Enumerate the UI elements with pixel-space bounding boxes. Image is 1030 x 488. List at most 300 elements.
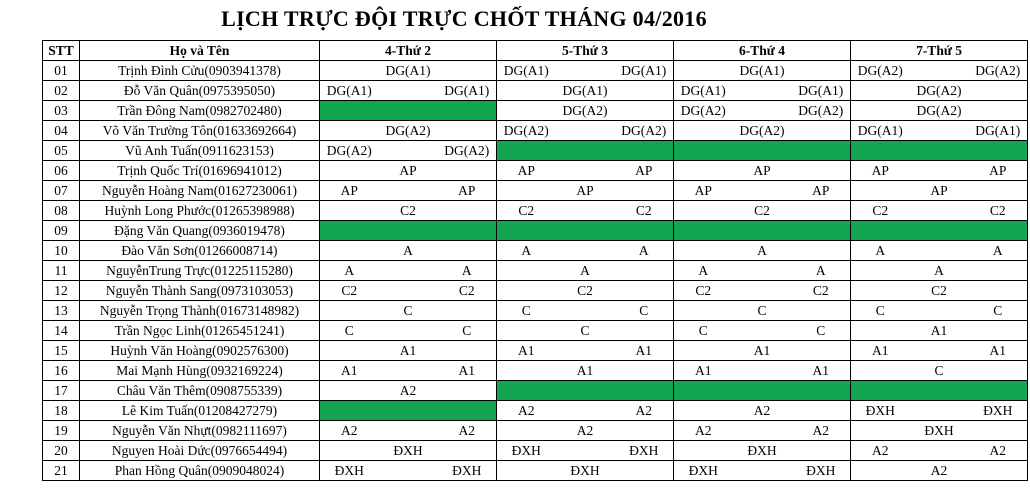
name-cell: Trịnh Quốc Trí(01696941012) — [80, 161, 320, 181]
name-cell: NguyễnTrung Trực(01225115280) — [80, 261, 320, 281]
name-cell: Trần Đông Nam(0982702480) — [80, 101, 320, 121]
shift-cell — [910, 221, 969, 241]
stt-cell: 07 — [43, 181, 80, 201]
shift-cell — [497, 81, 556, 101]
shift-cell: C — [792, 321, 851, 341]
shift-cell — [851, 321, 910, 341]
shift-cell: ĐXH — [615, 441, 674, 461]
header-name: Họ và Tên — [80, 41, 320, 61]
shift-cell — [438, 121, 497, 141]
shift-cell: DG(A1) — [615, 61, 674, 81]
shift-cell — [497, 141, 556, 161]
shift-cell: A2 — [379, 381, 438, 401]
shift-cell — [320, 61, 379, 81]
shift-cell: AP — [615, 161, 674, 181]
shift-cell — [615, 461, 674, 481]
shift-cell — [969, 101, 1028, 121]
stt-cell: 19 — [43, 421, 80, 441]
shift-cell: A1 — [379, 341, 438, 361]
shift-cell — [615, 81, 674, 101]
shift-cell: DG(A1) — [733, 61, 792, 81]
shift-cell — [969, 361, 1028, 381]
table-row — [43, 161, 1028, 181]
shift-cell: DG(A2) — [851, 61, 910, 81]
shift-cell — [910, 401, 969, 421]
shift-cell — [438, 161, 497, 181]
table-row — [43, 361, 1028, 381]
shift-cell: C — [969, 301, 1028, 321]
shift-cell: A1 — [792, 361, 851, 381]
shift-cell: A — [674, 261, 733, 281]
shift-cell — [615, 261, 674, 281]
name-cell: Võ Văn Trường Tôn(01633692664) — [80, 121, 320, 141]
shift-cell — [497, 101, 556, 121]
shift-cell: DG(A2) — [910, 101, 969, 121]
shift-cell: A — [969, 241, 1028, 261]
shift-cell: ĐXH — [497, 441, 556, 461]
table-row — [43, 221, 1028, 241]
shift-cell: DG(A1) — [851, 121, 910, 141]
shift-cell — [379, 221, 438, 241]
table-row — [43, 341, 1028, 361]
shift-cell — [851, 421, 910, 441]
shift-cell — [379, 281, 438, 301]
stt-cell: 02 — [43, 81, 80, 101]
shift-cell: AP — [497, 161, 556, 181]
shift-cell: A2 — [556, 421, 615, 441]
shift-cell — [438, 101, 497, 121]
shift-cell — [674, 161, 733, 181]
shift-cell — [556, 241, 615, 261]
shift-cell: A — [497, 241, 556, 261]
shift-cell — [851, 81, 910, 101]
name-cell: Trần Ngọc Linh(01265451241) — [80, 321, 320, 341]
shift-cell — [556, 441, 615, 461]
shift-cell — [320, 341, 379, 361]
shift-cell — [674, 61, 733, 81]
shift-cell: C2 — [438, 281, 497, 301]
shift-cell: A — [438, 261, 497, 281]
shift-cell — [851, 221, 910, 241]
shift-cell: DG(A1) — [438, 81, 497, 101]
shift-cell — [497, 381, 556, 401]
shift-cell: ĐXH — [320, 461, 379, 481]
page-title: LỊCH TRỰC ĐỘI TRỰC CHỐT THÁNG 04/2016 — [221, 6, 707, 31]
name-cell: Lê Kim Tuấn(01208427279) — [80, 401, 320, 421]
stt-cell: 14 — [43, 321, 80, 341]
shift-cell — [851, 281, 910, 301]
shift-cell — [792, 61, 851, 81]
name-cell: Nguyễn Văn Nhựt(0982111697) — [80, 421, 320, 441]
shift-cell: DG(A2) — [320, 141, 379, 161]
table-row — [43, 461, 1028, 481]
stt-cell: 08 — [43, 201, 80, 221]
shift-cell — [792, 241, 851, 261]
shift-cell: A1 — [615, 341, 674, 361]
shift-cell — [851, 261, 910, 281]
table-row — [43, 261, 1028, 281]
shift-cell: A2 — [438, 421, 497, 441]
shift-cell: ĐXH — [379, 441, 438, 461]
name-cell: Đỗ Văn Quân(0975395050) — [80, 81, 320, 101]
stt-cell: 10 — [43, 241, 80, 261]
name-cell: Mai Mạnh Hùng(0932169224) — [80, 361, 320, 381]
shift-cell — [615, 421, 674, 441]
shift-cell: C — [851, 301, 910, 321]
shift-cell — [733, 281, 792, 301]
shift-cell: DG(A2) — [497, 121, 556, 141]
shift-cell — [851, 141, 910, 161]
shift-cell — [910, 441, 969, 461]
table-row — [43, 121, 1028, 141]
shift-cell — [438, 401, 497, 421]
shift-cell — [438, 301, 497, 321]
shift-cell: DG(A2) — [910, 81, 969, 101]
shift-cell — [910, 301, 969, 321]
shift-cell: A1 — [674, 361, 733, 381]
shift-cell — [497, 461, 556, 481]
shift-cell — [733, 381, 792, 401]
name-cell: Đặng Văn Quang(0936019478) — [80, 221, 320, 241]
header-day-2: 5-Thứ 3 — [497, 41, 674, 61]
stt-cell: 09 — [43, 221, 80, 241]
shift-cell — [320, 241, 379, 261]
shift-cell — [792, 141, 851, 161]
shift-cell — [497, 281, 556, 301]
shift-cell — [438, 341, 497, 361]
shift-cell: A2 — [969, 441, 1028, 461]
name-cell: Nguyễn Thành Sang(0973103053) — [80, 281, 320, 301]
shift-cell — [674, 301, 733, 321]
shift-cell — [556, 61, 615, 81]
shift-cell: A — [851, 241, 910, 261]
shift-cell: DG(A1) — [674, 81, 733, 101]
shift-cell: A — [320, 261, 379, 281]
shift-cell: A2 — [497, 401, 556, 421]
shift-cell — [851, 381, 910, 401]
shift-cell: A1 — [320, 361, 379, 381]
shift-cell — [438, 201, 497, 221]
shift-cell — [733, 361, 792, 381]
shift-cell — [969, 321, 1028, 341]
shift-cell — [733, 141, 792, 161]
shift-cell — [792, 221, 851, 241]
shift-cell: DG(A1) — [792, 81, 851, 101]
shift-cell — [674, 221, 733, 241]
shift-cell: DG(A1) — [556, 81, 615, 101]
shift-cell — [733, 321, 792, 341]
shift-cell: DG(A2) — [674, 101, 733, 121]
table-row — [43, 81, 1028, 101]
shift-cell — [379, 461, 438, 481]
shift-cell: A2 — [733, 401, 792, 421]
shift-cell: DG(A2) — [379, 121, 438, 141]
shift-cell: DG(A2) — [733, 121, 792, 141]
stt-cell: 05 — [43, 141, 80, 161]
shift-cell: AP — [556, 181, 615, 201]
shift-cell — [851, 361, 910, 381]
shift-cell: DG(A2) — [792, 101, 851, 121]
shift-cell: A — [792, 261, 851, 281]
shift-cell — [320, 301, 379, 321]
shift-cell: A1 — [556, 361, 615, 381]
shift-cell — [851, 181, 910, 201]
header-day-3: 6-Thứ 4 — [674, 41, 851, 61]
shift-cell — [674, 141, 733, 161]
shift-cell: AP — [733, 161, 792, 181]
table-row — [43, 241, 1028, 261]
shift-cell — [674, 381, 733, 401]
shift-cell — [320, 101, 379, 121]
stt-cell: 03 — [43, 101, 80, 121]
shift-cell: A — [615, 241, 674, 261]
shift-cell: A1 — [497, 341, 556, 361]
shift-cell — [910, 341, 969, 361]
shift-cell — [674, 241, 733, 261]
table-row — [43, 201, 1028, 221]
stt-cell: 11 — [43, 261, 80, 281]
shift-cell: AP — [438, 181, 497, 201]
name-cell: Trịnh Đình Cửu(0903941378) — [80, 61, 320, 81]
shift-cell: C2 — [733, 201, 792, 221]
shift-cell: A2 — [851, 441, 910, 461]
shift-cell — [615, 281, 674, 301]
shift-cell — [497, 181, 556, 201]
shift-cell — [615, 221, 674, 241]
shift-cell — [969, 261, 1028, 281]
shift-cell — [497, 261, 556, 281]
shift-cell: A2 — [320, 421, 379, 441]
duty-roster-table — [42, 40, 1028, 481]
stt-cell: 15 — [43, 341, 80, 361]
shift-cell: A1 — [733, 341, 792, 361]
shift-cell — [320, 161, 379, 181]
shift-cell: DG(A1) — [320, 81, 379, 101]
shift-cell: ĐXH — [851, 401, 910, 421]
shift-cell — [910, 241, 969, 261]
shift-cell — [438, 221, 497, 241]
shift-cell — [379, 321, 438, 341]
shift-cell — [733, 181, 792, 201]
shift-cell — [792, 441, 851, 461]
shift-cell: DG(A1) — [379, 61, 438, 81]
stt-cell: 21 — [43, 461, 80, 481]
shift-cell: A1 — [969, 341, 1028, 361]
table-row — [43, 181, 1028, 201]
shift-cell — [733, 101, 792, 121]
shift-cell — [497, 321, 556, 341]
shift-cell — [674, 201, 733, 221]
shift-cell: ĐXH — [733, 441, 792, 461]
shift-cell — [733, 261, 792, 281]
shift-cell — [556, 121, 615, 141]
shift-cell — [969, 381, 1028, 401]
shift-cell — [792, 381, 851, 401]
shift-cell — [851, 461, 910, 481]
shift-cell — [556, 301, 615, 321]
shift-cell — [792, 341, 851, 361]
shift-cell: C2 — [615, 201, 674, 221]
shift-cell: AP — [969, 161, 1028, 181]
shift-cell — [674, 121, 733, 141]
shift-cell: A — [379, 241, 438, 261]
name-cell: Nguyễn Trọng Thành(01673148982) — [80, 301, 320, 321]
table-row — [43, 321, 1028, 341]
shift-cell — [556, 221, 615, 241]
shift-cell — [674, 441, 733, 461]
shift-cell: AP — [674, 181, 733, 201]
shift-cell: C2 — [792, 281, 851, 301]
shift-cell: C2 — [379, 201, 438, 221]
shift-cell: A — [733, 241, 792, 261]
shift-cell — [320, 381, 379, 401]
shift-cell — [733, 221, 792, 241]
table-row — [43, 421, 1028, 441]
shift-cell — [733, 81, 792, 101]
shift-cell: C — [733, 301, 792, 321]
shift-cell — [910, 121, 969, 141]
shift-cell — [379, 81, 438, 101]
table-row — [43, 301, 1028, 321]
header-row — [43, 41, 1028, 61]
stt-cell: 06 — [43, 161, 80, 181]
shift-cell — [792, 161, 851, 181]
shift-cell — [969, 421, 1028, 441]
name-cell: Nguyen Hoài Dức(0976654494) — [80, 441, 320, 461]
shift-cell — [615, 181, 674, 201]
shift-cell — [910, 201, 969, 221]
shift-cell: DG(A2) — [969, 61, 1028, 81]
name-cell: Huỳnh Long Phước(01265398988) — [80, 201, 320, 221]
shift-cell — [556, 381, 615, 401]
shift-cell — [910, 61, 969, 81]
shift-cell: ĐXH — [792, 461, 851, 481]
shift-cell — [379, 141, 438, 161]
shift-cell — [556, 161, 615, 181]
shift-cell — [438, 381, 497, 401]
header-day-4: 7-Thứ 5 — [851, 41, 1028, 61]
shift-cell — [733, 421, 792, 441]
stt-cell: 20 — [43, 441, 80, 461]
shift-cell: DG(A2) — [438, 141, 497, 161]
shift-cell — [733, 461, 792, 481]
shift-cell — [379, 261, 438, 281]
shift-cell — [792, 201, 851, 221]
shift-cell — [969, 461, 1028, 481]
shift-cell: C — [910, 361, 969, 381]
shift-cell — [969, 81, 1028, 101]
shift-cell: DG(A1) — [969, 121, 1028, 141]
name-cell: Châu Văn Thêm(0908755339) — [80, 381, 320, 401]
name-cell: Nguyễn Hoàng Nam(01627230061) — [80, 181, 320, 201]
shift-cell: C2 — [320, 281, 379, 301]
shift-cell: C2 — [851, 201, 910, 221]
shift-cell — [379, 181, 438, 201]
shift-cell — [497, 361, 556, 381]
shift-cell — [969, 181, 1028, 201]
shift-cell — [615, 381, 674, 401]
name-cell: Vũ Anh Tuấn(0911623153) — [80, 141, 320, 161]
shift-cell — [674, 341, 733, 361]
header-stt: STT — [43, 41, 80, 61]
shift-cell — [320, 201, 379, 221]
shift-cell: A2 — [615, 401, 674, 421]
shift-cell — [556, 141, 615, 161]
shift-cell — [556, 201, 615, 221]
shift-cell — [969, 221, 1028, 241]
shift-cell: C2 — [556, 281, 615, 301]
shift-cell: AP — [379, 161, 438, 181]
name-cell: Phan Hồng Quân(0909048024) — [80, 461, 320, 481]
shift-cell: C2 — [497, 201, 556, 221]
stt-cell: 18 — [43, 401, 80, 421]
table-row — [43, 101, 1028, 121]
shift-cell — [851, 101, 910, 121]
shift-cell: A1 — [438, 361, 497, 381]
shift-cell: C2 — [969, 201, 1028, 221]
table-row — [43, 381, 1028, 401]
shift-cell — [320, 121, 379, 141]
table-row — [43, 281, 1028, 301]
shift-cell: C — [674, 321, 733, 341]
shift-cell: C — [556, 321, 615, 341]
shift-cell: C — [320, 321, 379, 341]
shift-cell — [438, 241, 497, 261]
shift-cell: ĐXH — [438, 461, 497, 481]
shift-cell — [379, 401, 438, 421]
shift-cell — [320, 441, 379, 461]
shift-cell — [792, 401, 851, 421]
shift-cell: C — [379, 301, 438, 321]
shift-cell — [969, 141, 1028, 161]
shift-cell — [497, 421, 556, 441]
stt-cell: 17 — [43, 381, 80, 401]
table-row — [43, 401, 1028, 421]
shift-cell — [910, 161, 969, 181]
shift-cell: A2 — [674, 421, 733, 441]
shift-cell: C2 — [910, 281, 969, 301]
shift-cell: A2 — [792, 421, 851, 441]
header-day-1: 4-Thứ 2 — [320, 41, 497, 61]
shift-cell: DG(A2) — [556, 101, 615, 121]
shift-cell: AP — [851, 161, 910, 181]
shift-cell — [320, 221, 379, 241]
stt-cell: 01 — [43, 61, 80, 81]
shift-cell — [615, 361, 674, 381]
shift-cell: AP — [792, 181, 851, 201]
shift-cell: A1 — [851, 341, 910, 361]
shift-cell — [969, 281, 1028, 301]
stt-cell: 13 — [43, 301, 80, 321]
shift-cell: C2 — [674, 281, 733, 301]
shift-cell: AP — [910, 181, 969, 201]
shift-cell: ĐXH — [969, 401, 1028, 421]
name-cell: Đào Văn Sơn(01266008714) — [80, 241, 320, 261]
shift-cell: C — [497, 301, 556, 321]
stt-cell: 16 — [43, 361, 80, 381]
shift-cell — [556, 401, 615, 421]
shift-cell — [379, 361, 438, 381]
shift-cell: C — [438, 321, 497, 341]
shift-cell: DG(A2) — [615, 121, 674, 141]
shift-cell: AP — [320, 181, 379, 201]
shift-cell — [556, 341, 615, 361]
shift-cell — [792, 121, 851, 141]
shift-cell: ĐXH — [556, 461, 615, 481]
shift-cell: ĐXH — [674, 461, 733, 481]
shift-cell — [615, 321, 674, 341]
table-row — [43, 61, 1028, 81]
